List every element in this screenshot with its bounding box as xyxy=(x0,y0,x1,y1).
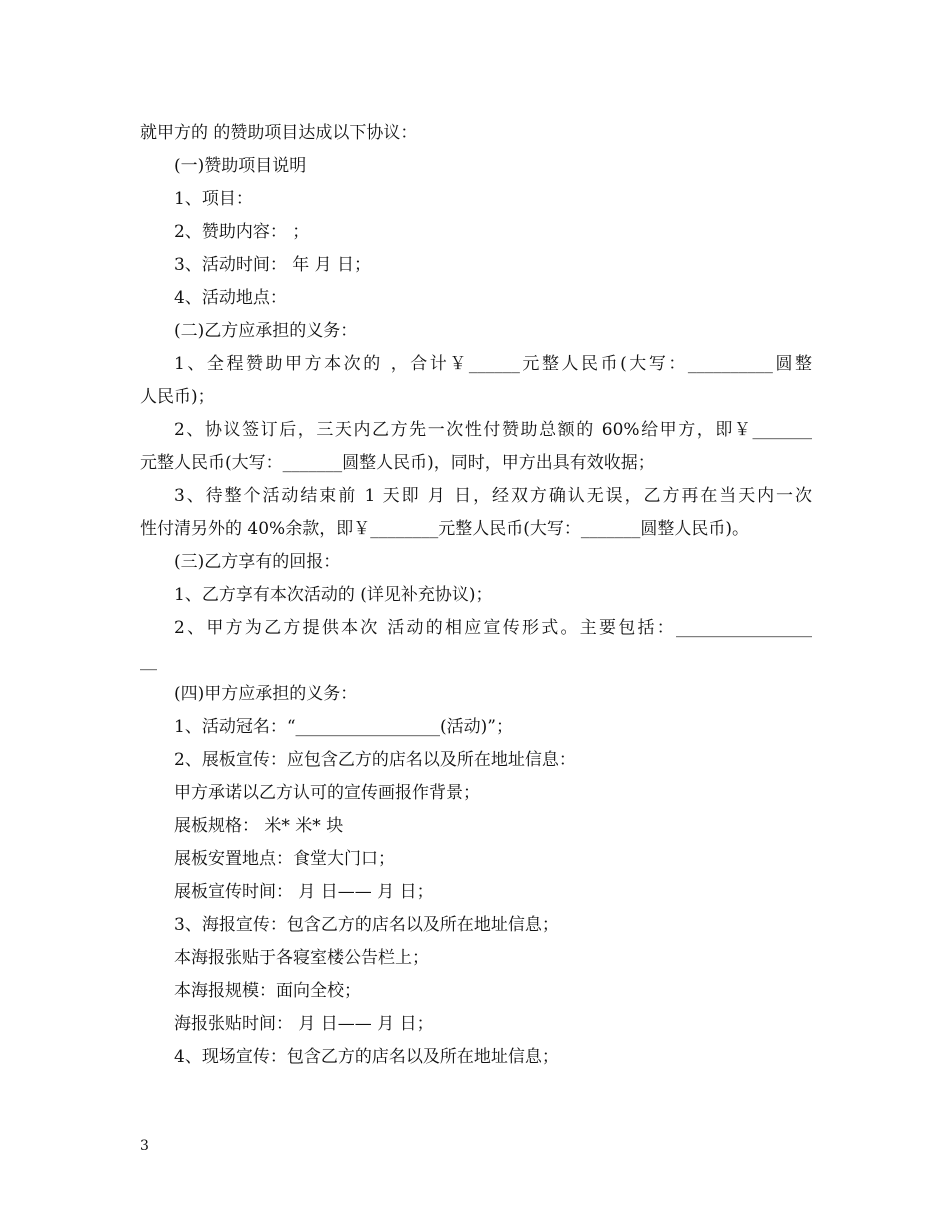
list-item: 3、海报宣传：包含乙方的店名以及所在地址信息； xyxy=(174,915,559,935)
list-item: 3、待整个活动结束前 1 天即 月 日，经双方确认无误，乙方再在当天内一次 xyxy=(174,486,812,506)
paragraph-intro: 就甲方的 的赞助项目达成以下协议： xyxy=(140,123,418,143)
section-heading-3: (三)乙方享有的回报： xyxy=(174,552,341,572)
section-heading-4: (四)甲方应承担的义务： xyxy=(174,684,358,704)
list-item: 1、乙方享有本次活动的 (详见补充协议)； xyxy=(174,585,493,605)
sub-item: 海报张贴时间： 月 日—— 月 日； xyxy=(174,1014,434,1034)
list-item-continuation: __ xyxy=(140,651,157,671)
sub-item: 展板安置地点：食堂大门口； xyxy=(174,849,395,869)
list-item: 4、现场宣传：包含乙方的店名以及所在地址信息； xyxy=(174,1047,559,1067)
list-item: 1、活动冠名：“_________________(活动)”； xyxy=(174,717,513,737)
list-item: 1、项目： xyxy=(174,189,253,209)
list-item: 2、展板宣传：应包含乙方的店名以及所在地址信息： xyxy=(174,750,576,770)
section-heading-1: (一)赞助项目说明 xyxy=(174,156,307,176)
document-body xyxy=(140,117,812,1074)
section-heading-2: (二)乙方应承担的义务： xyxy=(174,321,358,341)
sub-item: 甲方承诺以乙方认可的宣传画报作背景； xyxy=(174,783,480,803)
sub-item: 展板规格： 米* 米* 块 xyxy=(174,816,344,836)
list-item-continuation: 人民币)； xyxy=(140,387,215,407)
list-item-continuation: 性付清另外的 40%余款，即￥________元整人民币(大写：_______圆整人民币)。 xyxy=(140,519,749,539)
list-item: 2、赞助内容： ； xyxy=(174,222,310,242)
list-item: 3、活动时间： 年 月 日； xyxy=(174,255,372,275)
list-item-continuation: 元整人民币(大写：_______圆整人民币)，同时，甲方出具有效收据； xyxy=(140,453,655,473)
list-item: 4、活动地点： xyxy=(174,288,287,308)
page-number: 3 xyxy=(140,1138,149,1154)
sub-item: 本海报规模：面向全校； xyxy=(174,981,361,1001)
list-item: 2、协议签订后，三天内乙方先一次性付赞助总额的 60%给甲方，即￥_______ xyxy=(174,420,812,440)
sub-item: 展板宣传时间： 月 日—— 月 日； xyxy=(174,882,434,902)
list-item: 1、全程赞助甲方本次的 ，合计￥______元整人民币(大写：__________圆整 xyxy=(174,354,812,374)
list-item: 2、甲方为乙方提供本次 活动的相应宣传形式。主要包括：________________ xyxy=(174,618,812,638)
sub-item: 本海报张贴于各寝室楼公告栏上； xyxy=(174,948,429,968)
